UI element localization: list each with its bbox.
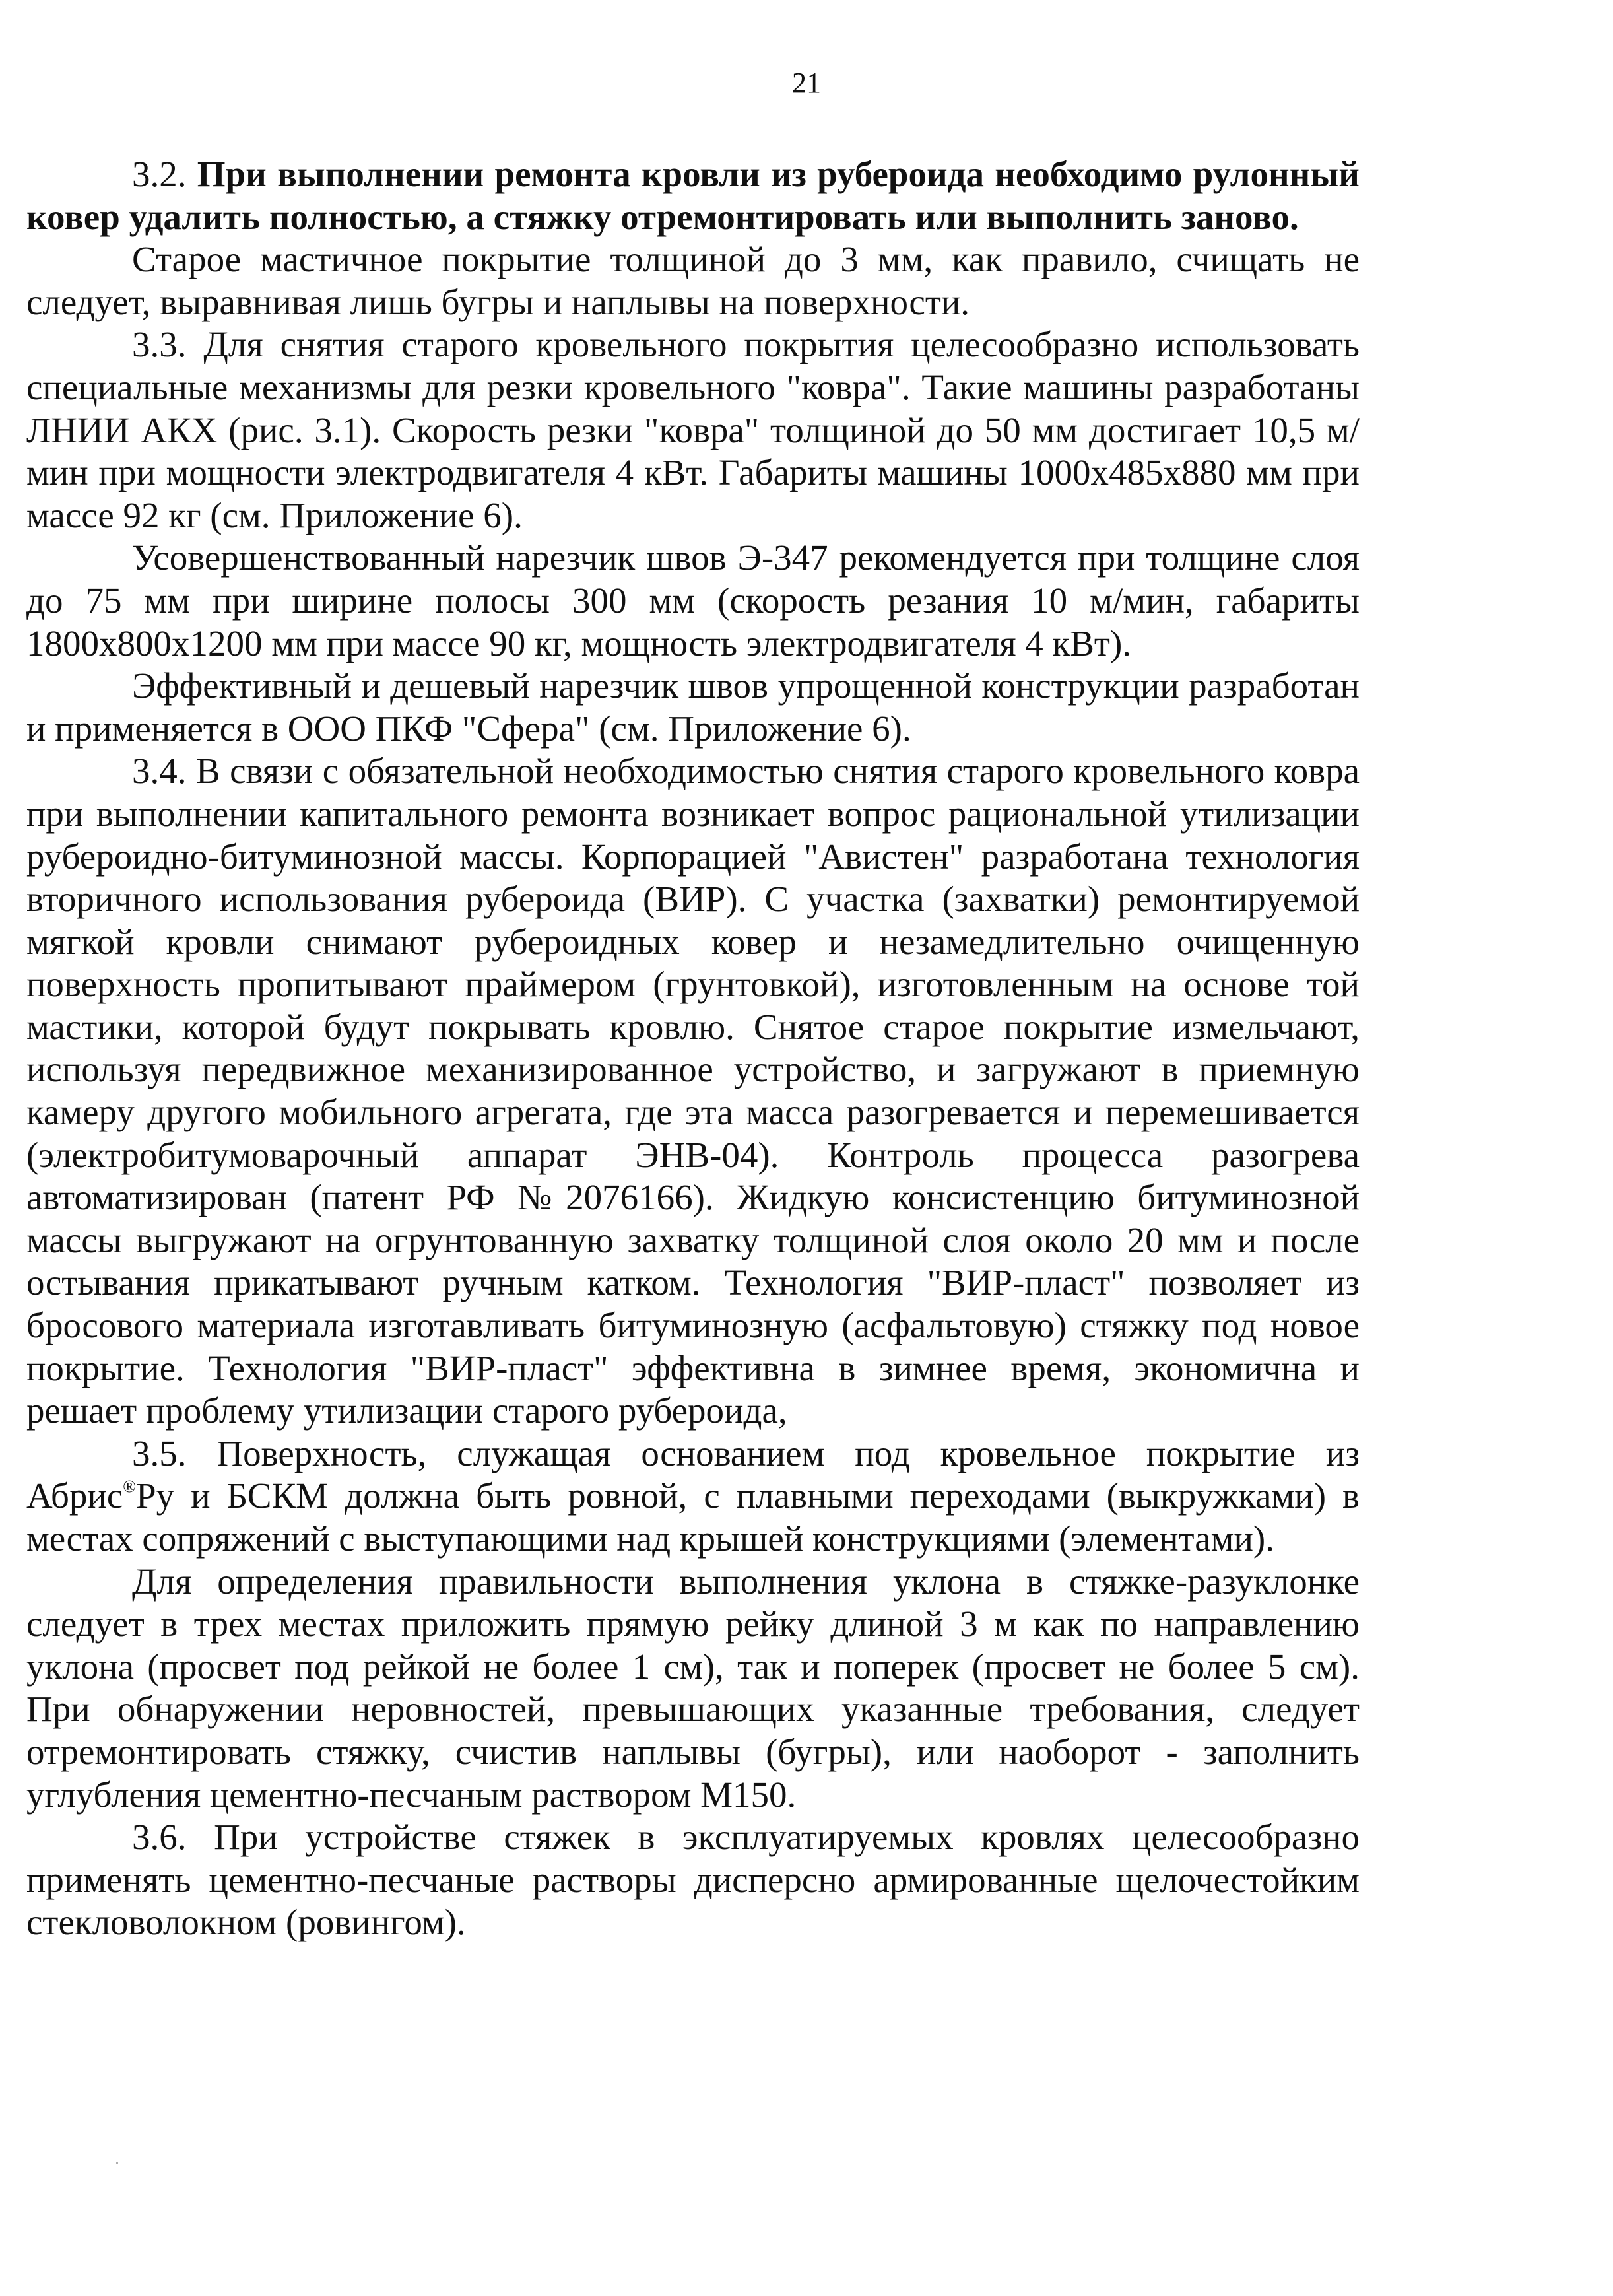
page-number: 21 xyxy=(792,67,821,99)
paragraph-3-6: 3.6. При устройстве стяжек в эксплуатируемых кровлях целесообразно применять цементно-песчаные растворы дисперсно армированные щелочестойким стекловолокном (ровингом). xyxy=(26,1817,1360,1943)
paragraph-3-5: 3.5. Поверхность, служащая основанием под кровельное покрытие из Абрис®Ру и БСКМ должна быть ровной, с плавными переходами (выкружками) в местах сопряжений с выступающими над крышей конструкциями (элементами). xyxy=(26,1433,1360,1559)
paragraph-cheap-cutter: Эффективный и дешевый нарезчик швов упрощенной конструкции разработан и применяется в ООО ПКФ "Сфера" (см. Приложение 6). xyxy=(26,665,1360,749)
scan-speck xyxy=(116,2162,118,2164)
paragraph-seam-cutter: Усовершенствованный нарезчик швов Э-347 рекомендуется при толщине слоя до 75 мм при ширине полосы 300 мм (скорость резания 10 м/мин, габариты 1800х800х1200 мм при массе 90 кг, мощность электродвигателя 4 кВт). xyxy=(26,537,1360,663)
bold-heading-text: При выполнении ремонта кровли из рубероида необходимо рулонный ковер удалить полностью, а стяжку отремонтировать или выполнить заново. xyxy=(26,154,1360,237)
section-number: 3.2. xyxy=(132,154,187,194)
paragraph-3-2 xyxy=(26,153,1360,238)
paragraph-slope-check: Для определения правильности выполнения уклона в стяжке-разуклонке следует в трех местах приложить прямую рейку длиной 3 м как по направлению уклона (просвет под рейкой не более 1 см), так и поперек (просвет не более 5 см). При обнаружении неровностей, превышающих указанные требования, следует отремонтировать стяжку, счистив наплывы (бугры), или наоборот - заполнить углубления цементно-песчаным раствором М150. xyxy=(26,1561,1360,1815)
body-text xyxy=(26,153,1360,1944)
paragraph-3-4: 3.4. В связи с обязательной необходимостью снятия старого кровельного ковра при выполнении капитального ремонта возникает вопрос рациональной утилизации рубероидно-битуминозной массы. Корпорацией "Авистен" разработана технология вторичного использования рубероида (ВИР). С участка (захватки) ремонтируемой мягкой кровли снимают рубероидных ковер и незамедлительно очищенную поверхность пропитывают праймером (грунтовкой), изготовленным на основе той мастики, которой будут покрывать кровлю. Снятое старое покрытие измельчают, используя передвижное механизированное устройство, и загружают в приемную камеру другого мобильного агрегата, где эта масса разогревается и перемешивается (электробитумоварочный аппарат ЭНВ-04). Контроль процесса разогрева автоматизирован (патент РФ №2076166). Жидкую консистенцию битуминозной массы выгружают на огрунтованную захватку толщиной слоя около 20 мм и после остывания прикатывают ручным катком. Технология "ВИР-пласт" позволяет из бросового материала изготавливать битуминозную (асфальтовую) стяжку под новое покрытие. Технология "ВИР-пласт" эффективна в зимнее время, экономична и решает проблему утилизации старого рубероида, xyxy=(26,751,1360,1431)
paragraph-mastic-coating: Старое мастичное покрытие толщиной до 3 мм, как правило, счищать не следует, выравнивая лишь бугры и наплывы на поверхности. xyxy=(26,239,1360,322)
paragraph-3-3: 3.3. Для снятия старого кровельного покрытия целесообразно использовать специальные механизмы для резки кровельного "ковра". Такие машины разработаны ЛНИИ АКХ (рис. 3.1). Скорость резки "ковра" толщиной до 50 мм достигает 10,5 м/мин при мощности электродвигателя 4 кВт. Габариты машины 1000х485х880 мм при массе 92 кг (см. Приложение 6). xyxy=(26,324,1360,535)
registered-mark: ® xyxy=(123,1477,137,1497)
